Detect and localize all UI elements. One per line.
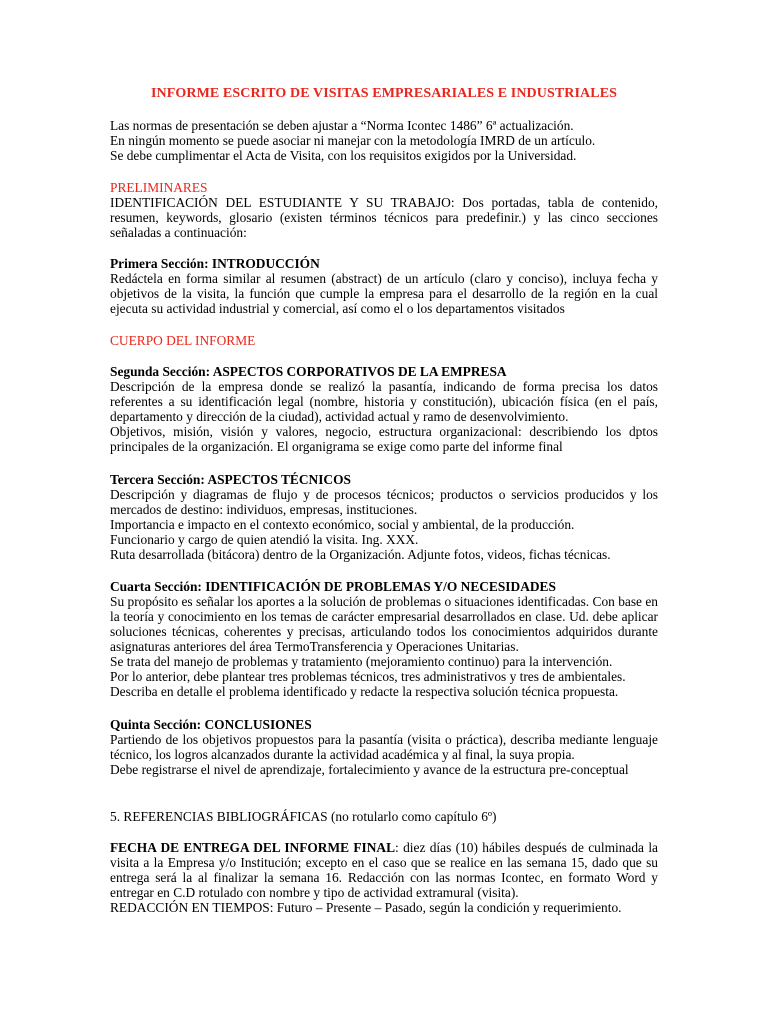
- section-paragraph: Descripción de la empresa donde se realizó la pasantía, indicando de forma precisa los datos referentes a su identificación legal (nombre, historia y constitución), ubicación física (en el país, departamento y dirección de la ciudad), actividad actual y ramo de desenvolvimiento.: [110, 379, 658, 424]
- section-heading: [110, 364, 658, 379]
- section-paragraph: Por lo anterior, debe plantear tres problemas técnicos, tres administrativos y tres de ambientales.: [110, 669, 626, 684]
- entrega-block: [110, 840, 658, 915]
- section-heading: [110, 579, 658, 594]
- section-aspectos-corporativos: [110, 364, 658, 454]
- section-paragraph: Descripción y diagramas de flujo y de procesos técnicos; productos o servicios producidos y los mercados de destino: individuos, empresas, instituciones.: [110, 487, 658, 517]
- referencias-block: [110, 809, 658, 824]
- section-paragraph: Se trata del manejo de problemas y tratamiento (mejoramiento continuo) para la intervención.: [110, 654, 613, 669]
- section-paragraph: Ruta desarrollada (bitácora) dentro de la Organización. Adjunte fotos, videos, fichas técnicas.: [110, 547, 611, 562]
- section-prefix: Primera Sección:: [110, 256, 209, 271]
- section-title: ASPECTOS TÉCNICOS: [207, 472, 351, 487]
- section-aspectos-tecnicos: [110, 472, 658, 562]
- section-paragraph: Importancia e impacto en el contexto económico, social y ambiental, de la producción.: [110, 517, 575, 532]
- preliminares-heading: PRELIMINARES: [110, 180, 208, 195]
- document-title: INFORME ESCRITO DE VISITAS EMPRESARIALES E INDUSTRIALES: [150, 86, 618, 101]
- entrega-text: [110, 840, 658, 900]
- preliminares-block: [110, 180, 658, 240]
- section-paragraph: Su propósito es señalar los aportes a la solución de problemas o situaciones identificadas. Con base en la teoría y conocimiento en los temas de carácter empresarial desarrollados en clase. Ud. debe aplicar soluciones técnicas, coherentes y precisas, articulando todos los conocimientos adquiridos durante asignaturas anteriores del área TermoTransferencia y Operaciones Unitarias.: [110, 594, 658, 654]
- section-prefix: Segunda Sección:: [110, 364, 211, 379]
- tiempos-text: REDACCIÓN EN TIEMPOS: Futuro – Presente – Pasado, según la condición y requerimiento.: [110, 900, 622, 915]
- section-conclusiones: [110, 717, 658, 777]
- section-title: ASPECTOS CORPORATIVOS DE LA EMPRESA: [212, 364, 507, 379]
- section-text: Redáctela en forma similar al resumen (abstract) de un artículo (claro y conciso), incluya fecha y objetivos de la visita, la función que cumple la empresa para el desarrollo de la región en la cual ejecuta su actividad industrial y comercial, así como el o los departamentos visitados: [110, 271, 658, 316]
- entrega-heading: FECHA DE ENTREGA DEL INFORME FINAL: [110, 840, 396, 855]
- section-prefix: Quinta Sección:: [110, 717, 202, 732]
- section-heading: [110, 717, 658, 732]
- section-heading: [110, 256, 658, 271]
- cuerpo-heading: CUERPO DEL INFORME: [110, 333, 256, 348]
- section-paragraph: Debe registrarse el nivel de aprendizaje, fortalecimiento y avance de la estructura pre-conceptual: [110, 762, 629, 777]
- cuerpo-block: [110, 333, 658, 348]
- preliminares-text: IDENTIFICACIÓN DEL ESTUDIANTE Y SU TRABAJO: Dos portadas, tabla de contenido, resumen, keywords, glosario (existen términos técnicos para predefinir.) y las cinco secciones señaladas a continuación:: [110, 195, 658, 240]
- section-introduccion: [110, 256, 658, 316]
- entrega-body: : diez días (10) hábiles después de culminada la visita a la Empresa y/o Institución; excepto en el caso que se realice en las semana 15, dado que su entrega será la al finalizar la semana 16. Redacción con las normas Icontec, en formato Word y entregar en C.D rotulado con nombre y tipo de actividad extramural (visita).: [110, 840, 658, 900]
- section-paragraph: Partiendo de los objetivos propuestos para la pasantía (visita o práctica), describa mediante lenguaje técnico, los logros alcanzados durante la actividad académica y al final, la suya propia.: [110, 732, 658, 762]
- section-prefix: Tercera Sección:: [110, 472, 205, 487]
- section-paragraph: Describa en detalle el problema identificado y redacte la respectiva solución técnica propuesta.: [110, 684, 619, 699]
- section-title: CONCLUSIONES: [204, 717, 312, 732]
- section-problemas: [110, 579, 658, 699]
- intro-line: Las normas de presentación se deben ajustar a “Norma Icontec 1486” 6ª actualización.: [110, 118, 574, 133]
- intro-block: [110, 118, 658, 163]
- section-prefix: Cuarta Sección:: [110, 579, 202, 594]
- intro-line: En ningún momento se puede asociar ni manejar con la metodología IMRD de un artículo.: [110, 133, 596, 148]
- section-paragraph: Objetivos, misión, visión y valores, negocio, estructura organizacional: describiendo los dptos principales de la organización. El organigrama se exige como parte del informe final: [110, 424, 658, 454]
- referencias-text: 5. REFERENCIAS BIBLIOGRÁFICAS (no rotularlo como capítulo 6º): [110, 809, 497, 824]
- intro-line: Se debe cumplimentar el Acta de Visita, con los requisitos exigidos por la Universidad.: [110, 148, 577, 163]
- section-paragraph: Funcionario y cargo de quien atendió la visita. Ing. XXX.: [110, 532, 419, 547]
- section-title: INTRODUCCIÓN: [211, 256, 320, 271]
- section-heading: [110, 472, 658, 487]
- section-title: IDENTIFICACIÓN DE PROBLEMAS Y/O NECESIDADES: [205, 579, 556, 594]
